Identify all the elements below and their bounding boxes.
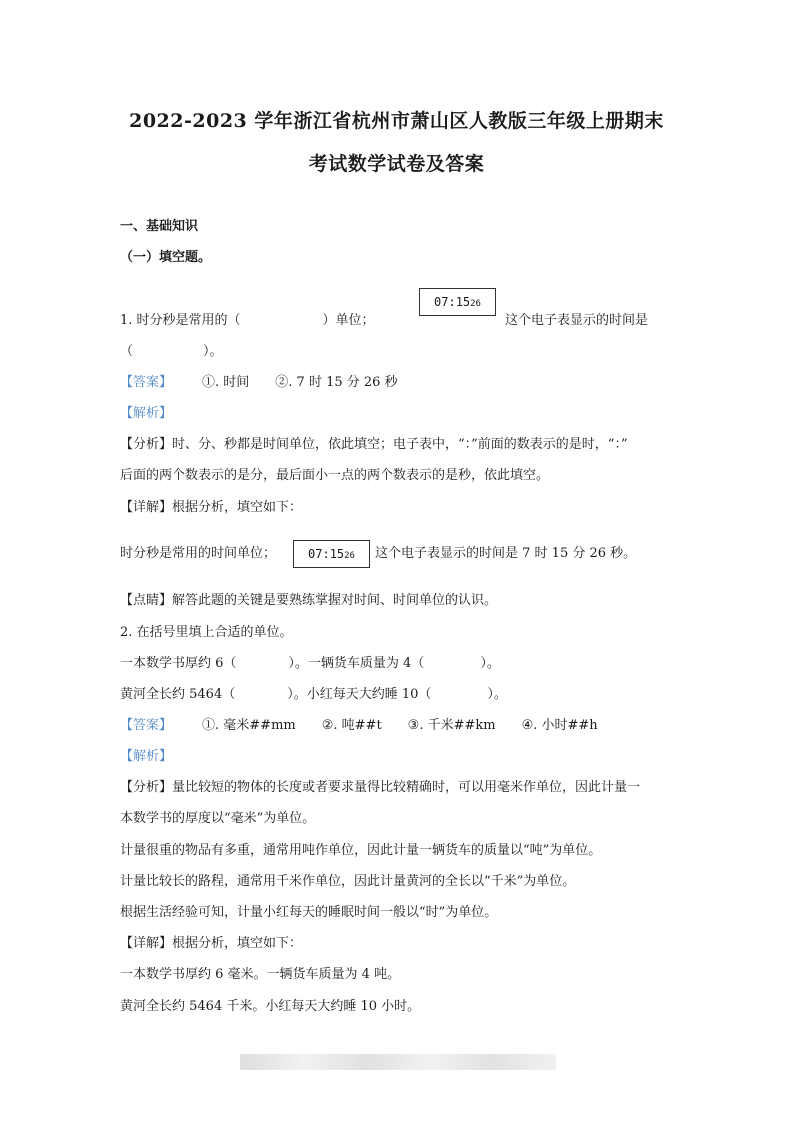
digital-clock-image xyxy=(419,288,496,316)
q1-text-c: 这个电子表显示的时间是 xyxy=(505,313,649,328)
q2-fenxi-5: 根据生活经验可知，计量小红每天的睡眠时间一般以“时”为单位。 xyxy=(120,905,498,920)
q2-fenxi-1 xyxy=(120,779,640,797)
q2-fenxi-2: 本数学书的厚度以“毫米”为单位。 xyxy=(120,811,316,826)
q1-fenxi-2: 后面的两个数表示的是分，最后面小一点的两个数表示的是秒，依此填空。 xyxy=(120,468,550,483)
q2-result-2: 黄河全长约 5464 千米。小红每天大约睡 10 小时。 xyxy=(120,999,421,1014)
q2-stem: 2. 在括号里填上合适的单位。 xyxy=(120,625,293,640)
q2-line-2 xyxy=(120,686,507,704)
q1-result-a: 时分秒是常用的时间单位； xyxy=(120,546,277,561)
q1-fenxi-1 xyxy=(120,436,628,454)
q2-line2-b: ）。小红每天大约睡 10（ xyxy=(287,687,432,702)
q2-answer-3: ③. 千米##km xyxy=(407,718,496,733)
q2-answer-4: ④. 小时##h xyxy=(521,718,598,733)
q1-text-d: （ xyxy=(120,344,134,359)
section-subheading: （一）填空题。 xyxy=(120,250,212,265)
q1-fenxi-tag: 【分析】 xyxy=(120,437,173,452)
q1-tip-tag: 【点睛】 xyxy=(120,593,173,608)
clock-main-digits: 07:15 xyxy=(308,547,345,561)
q2-line1-a: 一本数学书厚约 6（ xyxy=(120,656,237,671)
q2-answer-2: ②. 吨##t xyxy=(321,718,382,733)
q2-fenxi-tag: 【分析】 xyxy=(120,780,173,795)
q2-answer-1: ①. 毫米##mm xyxy=(202,718,296,733)
q2-detail xyxy=(120,935,302,953)
q1-answer-tag: 【答案】 xyxy=(120,375,173,390)
clock-main-digits: 07:15 xyxy=(434,295,471,309)
q1-answer-1: ①. 时间 xyxy=(202,375,250,390)
q1-result-b: 这个电子表显示的时间是 7 时 15 分 26 秒。 xyxy=(375,546,637,561)
q1-stem xyxy=(120,312,375,330)
q2-line1-b: ）。一辆货车质量为 4（ xyxy=(288,656,425,671)
q2-detail-tag: 【详解】 xyxy=(120,936,173,951)
q1-detail xyxy=(120,499,302,517)
q2-line2-a: 黄河全长约 5464（ xyxy=(120,687,236,702)
clock-seconds-digits: 26 xyxy=(470,299,481,309)
q1-answer-2: ②. 7 时 15 分 26 秒 xyxy=(275,375,398,390)
q1-stem-cont xyxy=(120,343,223,361)
q2-analysis-tag: 【解析】 xyxy=(120,749,173,764)
q1-text-e: ）。 xyxy=(203,344,223,359)
q1-fenxi-text-1: 时、分、秒都是时间单位，依此填空；电子表中，“：”前面的数表示的是时，“：” xyxy=(172,437,628,452)
q1-tip-text: 解答此题的关键是要熟练掌握对时间、时间单位的认识。 xyxy=(172,593,498,608)
q1-answer-row xyxy=(120,374,398,392)
q2-fenxi-3: 计量很重的物品有多重，通常用吨作单位，因此计量一辆货车的质量以“吨”为单位。 xyxy=(120,843,602,858)
digital-clock-image-2 xyxy=(293,540,370,568)
q1-text-a: 1. 时分秒是常用的（ xyxy=(120,313,241,328)
blurred-footer-watermark xyxy=(240,1054,556,1070)
q2-line1-c: ）。 xyxy=(480,656,500,671)
q1-tip xyxy=(120,592,497,610)
doc-title-line2: 考试数学试卷及答案 xyxy=(308,153,485,175)
q2-answer-tag: 【答案】 xyxy=(120,718,173,733)
q2-fenxi-text-1: 量比较短的物体的长度或者要求量得比较精确时，可以用毫米作单位，因此计量一 xyxy=(172,780,641,795)
q2-result-1: 一本数学书厚约 6 毫米。一辆货车质量为 4 吨。 xyxy=(120,967,401,982)
doc-title-line1: 2022-2023 学年浙江省杭州市萧山区人教版三年级上册期末 xyxy=(129,110,664,132)
q1-analysis-tag: 【解析】 xyxy=(120,406,173,421)
q2-line2-c: ）。 xyxy=(487,687,507,702)
q1-text-b: ）单位； xyxy=(322,313,375,328)
section-heading: 一、基础知识 xyxy=(120,219,199,234)
q1-detail-tag: 【详解】 xyxy=(120,500,173,515)
q2-fenxi-4: 计量比较长的路程，通常用千米作单位，因此计量黄河的全长以“千米”为单位。 xyxy=(120,874,576,889)
q2-line-1 xyxy=(120,655,500,673)
q2-detail-text: 根据分析，填空如下： xyxy=(172,936,303,951)
q2-answer-row xyxy=(120,717,598,735)
clock-seconds-digits: 26 xyxy=(344,551,355,561)
q1-detail-text: 根据分析，填空如下： xyxy=(172,500,303,515)
